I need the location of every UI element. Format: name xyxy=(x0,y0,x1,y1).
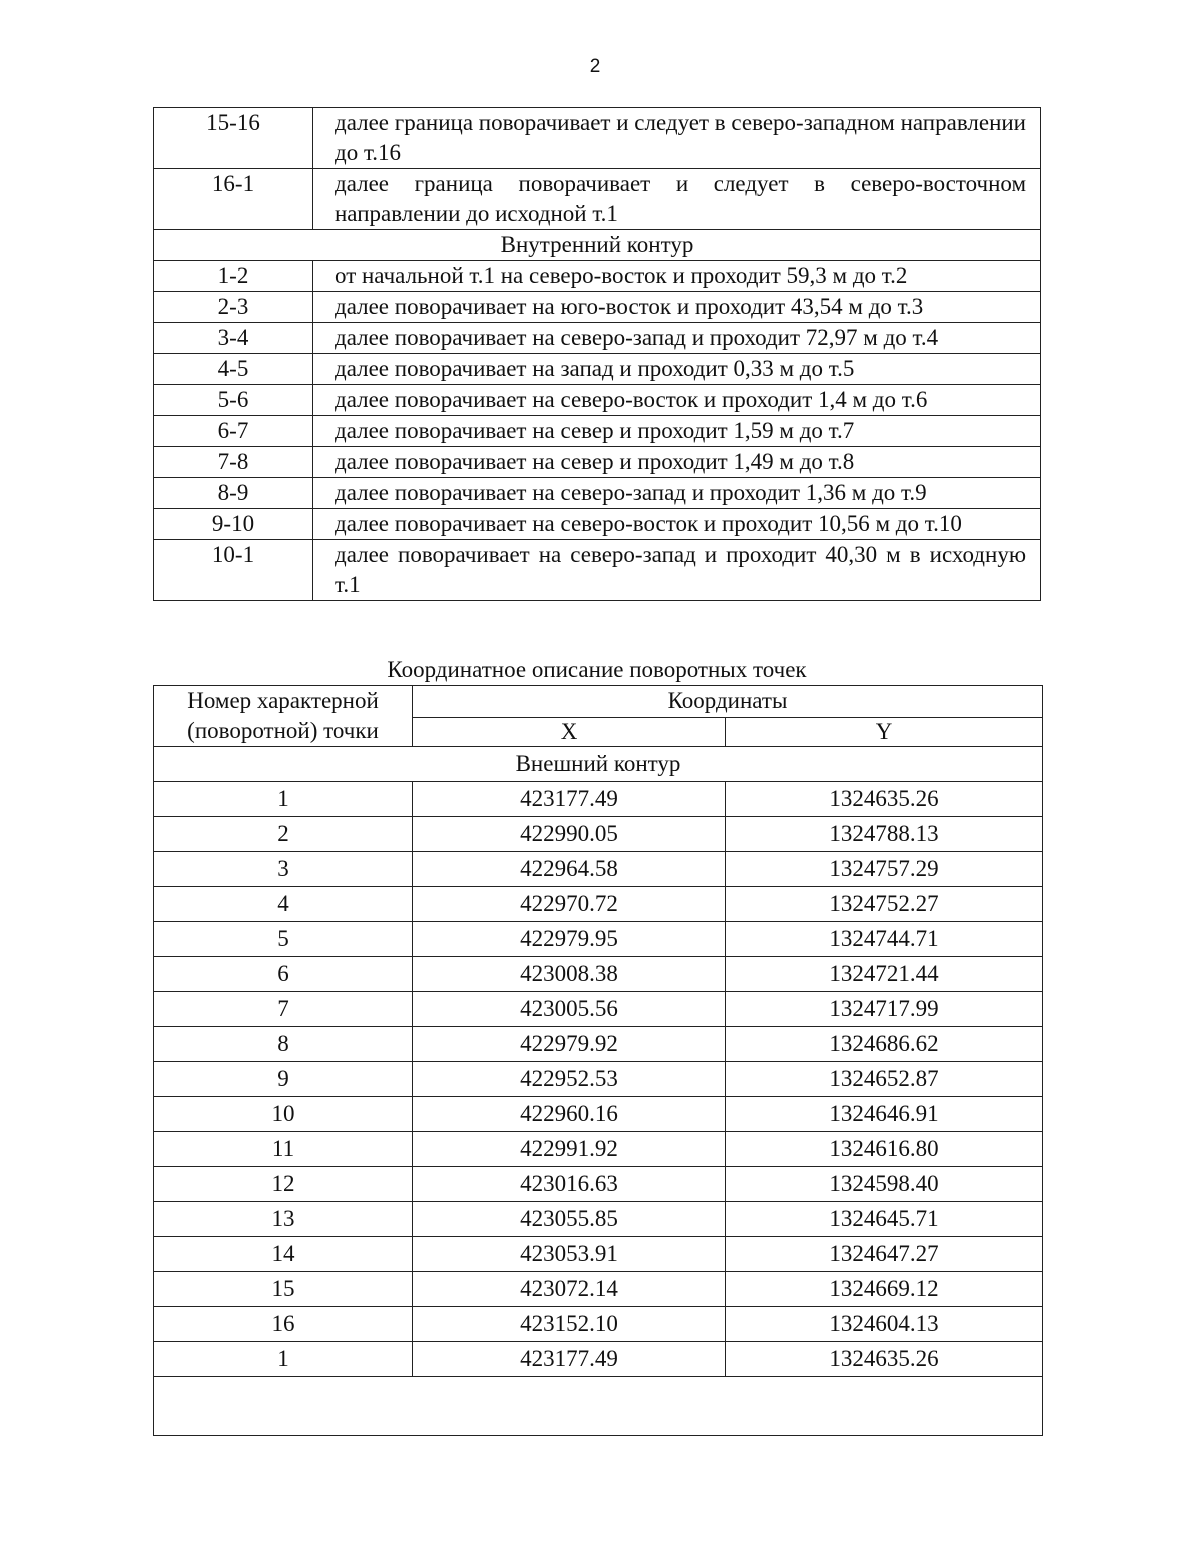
coordinate-row xyxy=(154,1202,1043,1237)
route-row xyxy=(154,354,1041,385)
point-number-cell: 6 xyxy=(154,957,413,992)
description-cell: далее поворачивает на запад и проходит 0,33 м до т.5 xyxy=(313,354,1041,385)
route-row xyxy=(154,447,1041,478)
description-cell: от начальной т.1 на северо-восток и проходит 59,3 м до т.2 xyxy=(313,261,1041,292)
description-cell: далее поворачивает на северо-восток и проходит 10,56 м до т.10 xyxy=(313,509,1041,540)
segment-cell: 1-2 xyxy=(154,261,313,292)
x-coordinate-cell: 422964.58 xyxy=(413,852,726,887)
description-cell: далее поворачивает на северо-запад и проходит 40,30 м в исходную т.1 xyxy=(313,540,1041,601)
y-coordinate-cell: 1324717.99 xyxy=(726,992,1043,1027)
section-title-outer: Внешний контур xyxy=(154,747,1043,782)
x-coordinate-cell: 422990.05 xyxy=(413,817,726,852)
y-coordinate-cell: 1324604.13 xyxy=(726,1307,1043,1342)
x-coordinate-cell: 422979.92 xyxy=(413,1027,726,1062)
segment-cell: 5-6 xyxy=(154,385,313,416)
segment-cell: 15-16 xyxy=(154,108,313,169)
point-number-cell: 1 xyxy=(154,782,413,817)
y-coordinate-cell: 1324788.13 xyxy=(726,817,1043,852)
coordinates-table xyxy=(153,685,1043,1436)
section-row-outer xyxy=(154,747,1043,782)
point-number-cell: 12 xyxy=(154,1167,413,1202)
y-coordinate-cell: 1324635.26 xyxy=(726,1342,1043,1377)
point-number-cell: 7 xyxy=(154,992,413,1027)
coordinate-row xyxy=(154,1307,1043,1342)
description-cell: далее поворачивает на север и проходит 1,59 м до т.7 xyxy=(313,416,1041,447)
description-cell: далее граница поворачивает и следует в северо-западном направлении до т.16 xyxy=(313,108,1041,169)
empty-row xyxy=(154,1377,1043,1436)
point-number-cell: 10 xyxy=(154,1097,413,1132)
y-coordinate-cell: 1324721.44 xyxy=(726,957,1043,992)
coordinate-row xyxy=(154,1237,1043,1272)
segment-cell: 16-1 xyxy=(154,169,313,230)
x-coordinate-cell: 422952.53 xyxy=(413,1062,726,1097)
route-row xyxy=(154,478,1041,509)
x-coordinate-cell: 423177.49 xyxy=(413,782,726,817)
point-number-cell: 14 xyxy=(154,1237,413,1272)
point-number-cell: 15 xyxy=(154,1272,413,1307)
route-row xyxy=(154,292,1041,323)
coordinate-row xyxy=(154,1272,1043,1307)
y-coordinate-cell: 1324686.62 xyxy=(726,1027,1043,1062)
x-coordinate-cell: 423008.38 xyxy=(413,957,726,992)
header-coordinates: Координаты xyxy=(413,686,1043,718)
coordinate-row xyxy=(154,817,1043,852)
y-coordinate-cell: 1324645.71 xyxy=(726,1202,1043,1237)
page-number: 2 xyxy=(589,56,601,77)
route-description-table xyxy=(153,107,1041,601)
y-coordinate-cell: 1324752.27 xyxy=(726,887,1043,922)
coordinate-row xyxy=(154,1132,1043,1167)
coordinates-table-caption: Координатное описание поворотных точек xyxy=(387,657,807,682)
description-cell: далее поворачивает на север и проходит 1,49 м до т.8 xyxy=(313,447,1041,478)
coordinate-row xyxy=(154,1062,1043,1097)
point-number-cell: 16 xyxy=(154,1307,413,1342)
description-cell: далее поворачивает на северо-запад и проходит 1,36 м до т.9 xyxy=(313,478,1041,509)
section-row-inner xyxy=(154,230,1041,261)
description-cell: далее поворачивает на юго-восток и проходит 43,54 м до т.3 xyxy=(313,292,1041,323)
route-row xyxy=(154,169,1041,230)
route-row xyxy=(154,385,1041,416)
route-row xyxy=(154,108,1041,169)
x-coordinate-cell: 423055.85 xyxy=(413,1202,726,1237)
description-cell: далее граница поворачивает и следует в северо-восточном направлении до исходной т.1 xyxy=(313,169,1041,230)
point-number-cell: 8 xyxy=(154,1027,413,1062)
coordinate-row xyxy=(154,1097,1043,1132)
segment-cell: 6-7 xyxy=(154,416,313,447)
coordinate-row xyxy=(154,992,1043,1027)
x-coordinate-cell: 423152.10 xyxy=(413,1307,726,1342)
description-cell: далее поворачивает на северо-запад и проходит 72,97 м до т.4 xyxy=(313,323,1041,354)
y-coordinate-cell: 1324652.87 xyxy=(726,1062,1043,1097)
point-number-cell: 13 xyxy=(154,1202,413,1237)
y-coordinate-cell: 1324646.91 xyxy=(726,1097,1043,1132)
section-title-inner: Внутренний контур xyxy=(154,230,1041,261)
segment-cell: 9-10 xyxy=(154,509,313,540)
segment-cell: 7-8 xyxy=(154,447,313,478)
y-coordinate-cell: 1324669.12 xyxy=(726,1272,1043,1307)
segment-cell: 10-1 xyxy=(154,540,313,601)
x-coordinate-cell: 423053.91 xyxy=(413,1237,726,1272)
coordinates-header-row xyxy=(154,686,1043,718)
y-coordinate-cell: 1324635.26 xyxy=(726,782,1043,817)
y-coordinate-cell: 1324616.80 xyxy=(726,1132,1043,1167)
coordinate-row xyxy=(154,1027,1043,1062)
coordinate-row xyxy=(154,852,1043,887)
segment-cell: 2-3 xyxy=(154,292,313,323)
segment-cell: 8-9 xyxy=(154,478,313,509)
y-coordinate-cell: 1324598.40 xyxy=(726,1167,1043,1202)
empty-cell xyxy=(154,1377,1043,1436)
x-coordinate-cell: 422979.95 xyxy=(413,922,726,957)
y-coordinate-cell: 1324757.29 xyxy=(726,852,1043,887)
point-number-cell: 2 xyxy=(154,817,413,852)
x-coordinate-cell: 422991.92 xyxy=(413,1132,726,1167)
route-row xyxy=(154,509,1041,540)
point-number-cell: 5 xyxy=(154,922,413,957)
description-cell: далее поворачивает на северо-восток и проходит 1,4 м до т.6 xyxy=(313,385,1041,416)
coordinate-row xyxy=(154,922,1043,957)
route-row xyxy=(154,416,1041,447)
coordinate-row xyxy=(154,1342,1043,1377)
coordinate-row xyxy=(154,887,1043,922)
route-row xyxy=(154,323,1041,354)
point-number-cell: 11 xyxy=(154,1132,413,1167)
header-x: X xyxy=(413,717,726,746)
header-y: Y xyxy=(726,717,1043,746)
y-coordinate-cell: 1324744.71 xyxy=(726,922,1043,957)
coordinate-row xyxy=(154,1167,1043,1202)
x-coordinate-cell: 423177.49 xyxy=(413,1342,726,1377)
x-coordinate-cell: 423072.14 xyxy=(413,1272,726,1307)
point-number-cell: 1 xyxy=(154,1342,413,1377)
coordinate-row xyxy=(154,957,1043,992)
segment-cell: 4-5 xyxy=(154,354,313,385)
point-number-cell: 3 xyxy=(154,852,413,887)
coordinate-row xyxy=(154,782,1043,817)
segment-cell: 3-4 xyxy=(154,323,313,354)
route-row xyxy=(154,540,1041,601)
x-coordinate-cell: 422970.72 xyxy=(413,887,726,922)
x-coordinate-cell: 423016.63 xyxy=(413,1167,726,1202)
y-coordinate-cell: 1324647.27 xyxy=(726,1237,1043,1272)
header-point-number: Номер характерной (поворотной) точки xyxy=(154,686,413,747)
point-number-cell: 4 xyxy=(154,887,413,922)
x-coordinate-cell: 422960.16 xyxy=(413,1097,726,1132)
x-coordinate-cell: 423005.56 xyxy=(413,992,726,1027)
route-row xyxy=(154,261,1041,292)
point-number-cell: 9 xyxy=(154,1062,413,1097)
